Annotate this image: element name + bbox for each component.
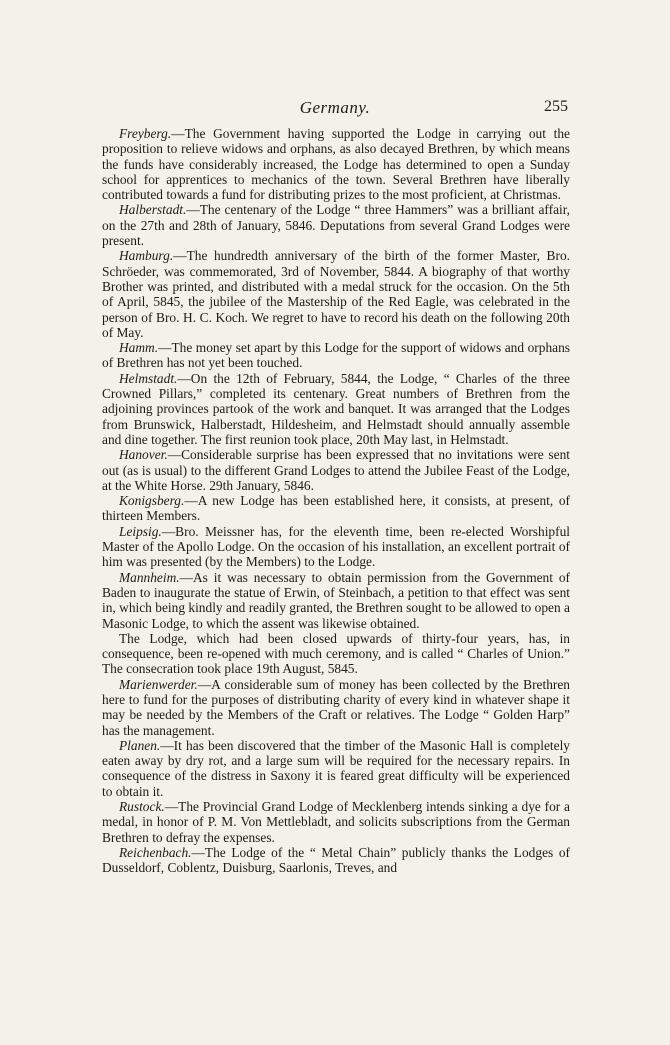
place-name: Planen. — [119, 737, 161, 753]
place-name: Rustock. — [119, 799, 165, 815]
paragraph-freyberg — [102, 126, 570, 202]
page-number: 255 — [544, 98, 568, 115]
place-name: Reichenbach. — [119, 844, 192, 860]
paragraph-hamm — [102, 340, 570, 371]
paragraph-hamburg — [102, 248, 570, 340]
paragraph-helmstadt — [102, 371, 570, 447]
running-title: Germany. — [299, 98, 371, 117]
place-name: Freyberg. — [119, 126, 172, 141]
paragraph-halberstadt — [102, 202, 570, 248]
place-name: Mannheim. — [119, 569, 180, 585]
paragraph-marienwerder — [102, 677, 570, 738]
paragraph-text: —As it was necessary to obtain permission from the Government of Baden to inaugurate the statue of Erwin, of Steinbach, a petition to that effect was sent in, which being kindly and readily granted, the Brethren sought to be allowed to open a Masonic Lodge, to which the assent was likewise obtained. — [102, 569, 570, 631]
place-name: Hamm. — [119, 340, 159, 356]
paragraph-text: —The Lodge of the “ Metal Chain” publicly thanks the Lodges of Dusseldorf, Coblentz, Duisburg, Saarlonis, Treves, and — [102, 844, 570, 876]
paragraph-text: —Bro. Meissner has, for the eleventh time, been re-elected Worshipful Master of the Apollo Lodge. On the occasion of his installation, an excellent portrait of him was presented (by the Members) to the Lodge. — [102, 523, 570, 570]
article-body — [102, 126, 570, 876]
paragraph-reichenbach — [102, 845, 570, 876]
paragraph-text: —Considerable surprise has been expressed that no invitations were sent out (as is usual) to the different Grand Lodges to attend the Jubilee Feast of the Lodge, at the White Horse. 29th January, 5846. — [102, 447, 570, 493]
place-name: Hanover. — [119, 447, 168, 463]
paragraph-leipsig — [102, 524, 570, 570]
paragraph-text: —On the 12th of February, 5844, the Lodge, “ Charles of the three Crowned Pillars,” completed its centenary. Great numbers of Brethren from the adjoining provinces partook of the work and banquet. It was arranged that the Lodges from Brunswick, Halberstadt, Hildesheim, and Helmstadt should annually assemble and dine together. The first reunion took place, 20th May last, in Helmstadt. — [102, 370, 570, 447]
paragraph-text: —The money set apart by this Lodge for the support of widows and orphans of Brethren has not yet been touched. — [102, 340, 570, 371]
paragraph-text: —It has been discovered that the timber of the Masonic Hall is completely eaten away by dry rot, and a large sum will be required for the necessary repairs. In consequence of the distress in Saxony it is feared great difficulty will be experienced to obtain it. — [102, 737, 570, 799]
paragraph-rustock — [102, 799, 570, 845]
paragraph-text: The Lodge, which had been closed upwards of thirty-four years, has, in consequence, been re-opened with much ceremony, and is called “ Charles of Union.” The consecration took place 19th August, 5845. — [102, 630, 570, 677]
place-name: Marienwerder. — [119, 676, 198, 692]
paragraph-planen — [102, 738, 570, 799]
paragraph-text: —A new Lodge has been established here, it consists, at present, of thirteen Members. — [102, 493, 570, 524]
place-name: Konigsberg. — [119, 493, 185, 509]
place-name: Hamburg. — [119, 248, 174, 264]
place-name: Halberstadt. — [119, 202, 187, 218]
place-name: Leipsig. — [119, 523, 162, 539]
paragraph-mannheim — [102, 570, 570, 631]
paragraph-text: —The Government having supported the Lodge in carrying out the proposition to relieve widows and orphans, as also decayed Brethren, by which means the funds have considerably increased, the Lodge has determined to open a Sunday school for apprentices to mechanics of the town. Several Brethren have liberally contributed towards a fund for distributing prizes to the most proficient, at Christmas. — [102, 126, 570, 203]
paragraph-text: —The Provincial Grand Lodge of Mecklenberg intends sinking a dye for a medal, in honor of P. M. Von Mettlebladt, and solicits subscriptions from the German Brethren to defray the expenses. — [102, 799, 570, 845]
paragraph-text: —The hundredth anniversary of the birth of the former Master, Bro. Schröeder, was commemorated, 3rd of November, 5844. A biography of that worthy Brother was printed, and distributed with a medal struck for the occasion. On the 5th of April, 5845, the jubilee of the Mastership of the Red Eagle, was celebrated in the person of Bro. H. C. Koch. We regret to have to record his death on the following 20th of May. — [102, 248, 570, 340]
paragraph-hanover — [102, 447, 570, 493]
paragraph-text: —A considerable sum of money has been collected by the Brethren here to fund for the purposes of distributing charity of every kind in whatever shape it may be needed by the Members of the Craft or relatives. The Lodge “ Golden Harp” has the management. — [102, 676, 570, 738]
paragraph-mannheim-continued — [102, 631, 570, 677]
paragraph-text: —The centenary of the Lodge “ three Hammers” was a brilliant affair, on the 27th and 28th of January, 5846. Deputations from several Grand Lodges were present. — [102, 202, 570, 249]
page-header — [100, 98, 570, 122]
place-name: Helmstadt. — [119, 370, 178, 386]
paragraph-konigsberg — [102, 493, 570, 524]
